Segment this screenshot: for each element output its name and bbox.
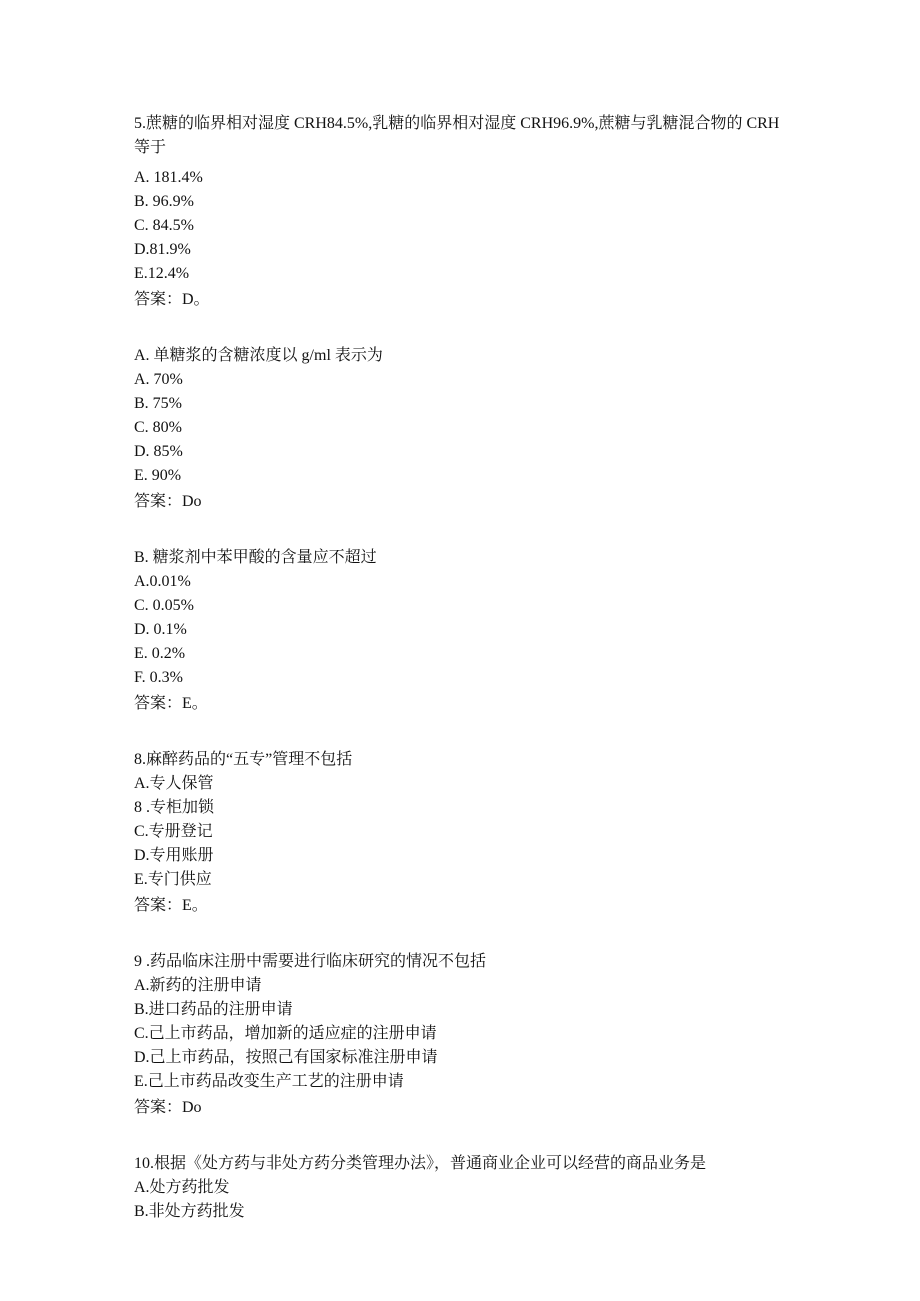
question-8 [134,748,794,918]
question-title: 8.麻醉药品的“五专”管理不包括 [134,751,353,768]
option-a: A. 70% [134,371,183,388]
option-d: D.81.9% [134,241,191,258]
option-e: E. 0.2% [134,645,186,662]
option-e: E. 90% [134,467,182,484]
question-title: B. 糖浆剂中苯甲酸的含量应不超过 [134,549,377,566]
option-b: B. 75% [134,395,182,412]
option-b: B. 96.9% [134,193,194,210]
option-c: C. 80% [134,419,182,436]
option-b: B.非处方药批发 [134,1203,245,1220]
question-title: 10.根据《处方药与非处方药分类管理办法》，普通商业企业可以经营的商品业务是 [134,1155,707,1172]
option-d: D.专用账册 [134,847,214,864]
option-b: 8 .专柜加锁 [134,799,215,816]
question-5 [134,112,794,312]
option-c: C. 0.05% [134,597,194,614]
option-a: A.新药的注册申请 [134,977,262,994]
question-benzoic-acid [134,546,794,716]
option-a: A. 181.4% [134,169,203,186]
question-title: 5.蔗糖的临界相对湿度 CRH84.5%,乳糖的临界相对湿度 CRH96.9%,蔗糖与乳糖混合物的 CRH 等于 [134,115,780,156]
question-9 [134,950,794,1120]
question-title: A. 单糖浆的含糖浓度以 g/ml 表示为 [134,347,383,364]
option-c: C.专册登记 [134,823,213,840]
option-a: A.0.01% [134,573,191,590]
question-10 [134,1152,794,1224]
option-e: E.12.4% [134,265,190,282]
question-title: 9 .药品临床注册中需要进行临床研究的情况不包括 [134,953,487,970]
option-f: F. 0.3% [134,669,183,686]
option-e: E.专门供应 [134,871,212,888]
option-b: B.进口药品的注册申请 [134,1001,293,1018]
question-syrup-concentration [134,344,794,514]
option-d: D.己上市药品，按照己有国家标准注册申请 [134,1049,438,1066]
option-d: D. 85% [134,443,183,460]
option-e: E.己上市药品改变生产工艺的注册申请 [134,1073,404,1090]
option-a: A.专人保管 [134,775,214,792]
answer-text: 答案：E。 [134,695,208,712]
document-page [134,112,794,1224]
answer-text: 答案：Do [134,1099,202,1116]
option-d: D. 0.1% [134,621,187,638]
option-a: A.处方药批发 [134,1179,230,1196]
answer-text: 答案：D。 [134,291,210,308]
answer-text: 答案：E。 [134,897,208,914]
option-c: C.己上市药品，增加新的适应症的注册申请 [134,1025,437,1042]
answer-text: 答案：Do [134,493,202,510]
option-c: C. 84.5% [134,217,194,234]
